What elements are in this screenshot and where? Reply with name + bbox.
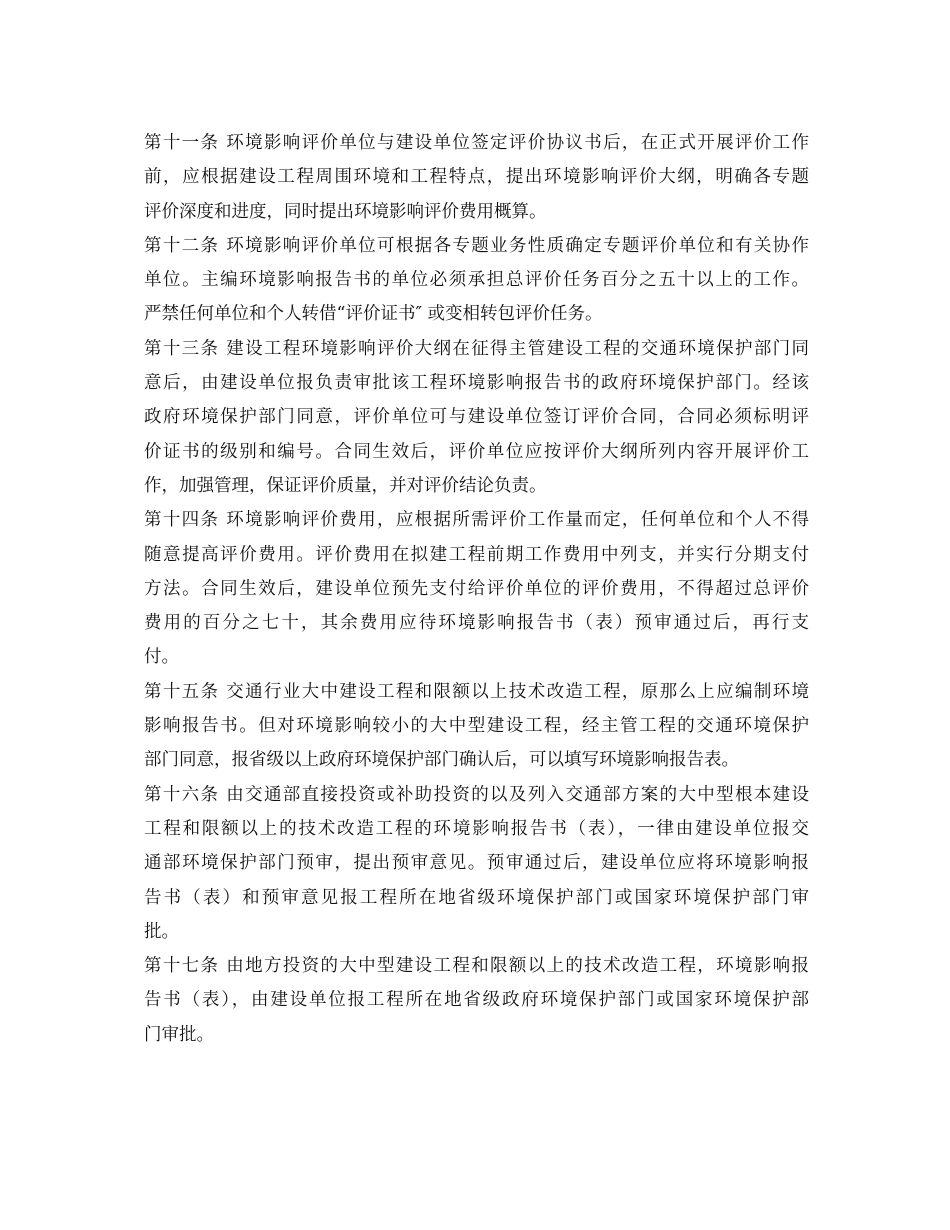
text-line: 工程和限额以上的技术改造工程的环境影响报告书（表），一律由建设单位报交 <box>144 818 809 839</box>
article-11 <box>144 126 809 229</box>
text-line: 第十四条 环境影响评价费用，应根据所需评价工作量而定，任何单位和个人不得 <box>144 510 809 531</box>
text-line: 评价深度和进度，同时提出环境影响评价费用概算。 <box>144 201 547 222</box>
text-line: 意后，由建设单位报负责审批该工程环境影响报告书的政府环境保护部门。经该 <box>144 373 809 394</box>
text-line: 政府环境保护部门同意，评价单位可与建设单位签订评价合同，合同必须标明评 <box>144 407 809 428</box>
document-page <box>144 126 809 1052</box>
text-line: 作，加强管理，保证评价质量，并对评价结论负责。 <box>144 475 547 496</box>
text-line: 严禁任何单位和个人转借“评价证书″ 或变相转包评价任务。 <box>144 304 603 325</box>
text-line: 费用的百分之七十，其余费用应待环境影响报告书（表）预审通过后，再行支 <box>144 613 809 634</box>
text-line: 影响报告书。但对环境影响较小的大中型建设工程，经主管工程的交通环境保护 <box>144 716 809 737</box>
text-line: 门审批。 <box>144 1024 214 1045</box>
text-line: 部门同意，报省级以上政府环境保护部门确认后，可以填写环境影响报告表。 <box>144 750 739 771</box>
text-line: 告书（表）和预审意见报工程所在地省级环境保护部门或国家环境保护部门审 <box>144 887 809 908</box>
text-line: 第十六条 由交通部直接投资或补助投资的以及列入交通部方案的大中型根本建设 <box>144 784 809 805</box>
article-16 <box>144 778 809 949</box>
article-15 <box>144 675 809 778</box>
text-line: 单位。主编环境影响报告书的单位必须承担总评价任务百分之五十以上的工作。 <box>144 270 809 291</box>
article-12 <box>144 229 809 332</box>
text-line: 第十七条 由地方投资的大中型建设工程和限额以上的技术改造工程，环境影响报 <box>144 956 809 977</box>
text-line: 第十一条 环境影响评价单位与建设单位签定评价协议书后，在正式开展评价工作 <box>144 133 809 153</box>
text-line: 告书（表），由建设单位报工程所在地省级政府环境保护部门或国家环境保护部 <box>144 990 809 1011</box>
text-line: 价证书的级别和编号。合同生效后，评价单位应按评价大纲所列内容开展评价工 <box>144 441 809 462</box>
text-line: 方法。合同生效后，建设单位预先支付给评价单位的评价费用，不得超过总评价 <box>144 578 809 599</box>
text-line: 通部环境保护部门预审，提出预审意见。预审通过后，建设单位应将环境影响报 <box>144 853 809 874</box>
article-13 <box>144 332 809 503</box>
article-17 <box>144 949 809 1052</box>
text-line: 前，应根据建设工程周围环境和工程特点，提出环境影响评价大纲，明确各专题 <box>144 167 809 188</box>
text-line: 第十二条 环境影响评价单位可根据各专题业务性质确定专题评价单位和有关协作 <box>144 235 809 256</box>
text-line: 第十五条 交通行业大中建设工程和限额以上技术改造工程，原那么上应编制环境 <box>144 681 809 702</box>
article-14 <box>144 503 809 674</box>
text-line: 第十三条 建设工程环境影响评价大纲在征得主管建设工程的交通环境保护部门同 <box>144 338 809 359</box>
text-line: 付。 <box>144 647 179 668</box>
text-line: 批。 <box>144 921 179 942</box>
text-line: 随意提高评价费用。评价费用在拟建工程前期工作费用中列支，并实行分期支付 <box>144 544 809 565</box>
